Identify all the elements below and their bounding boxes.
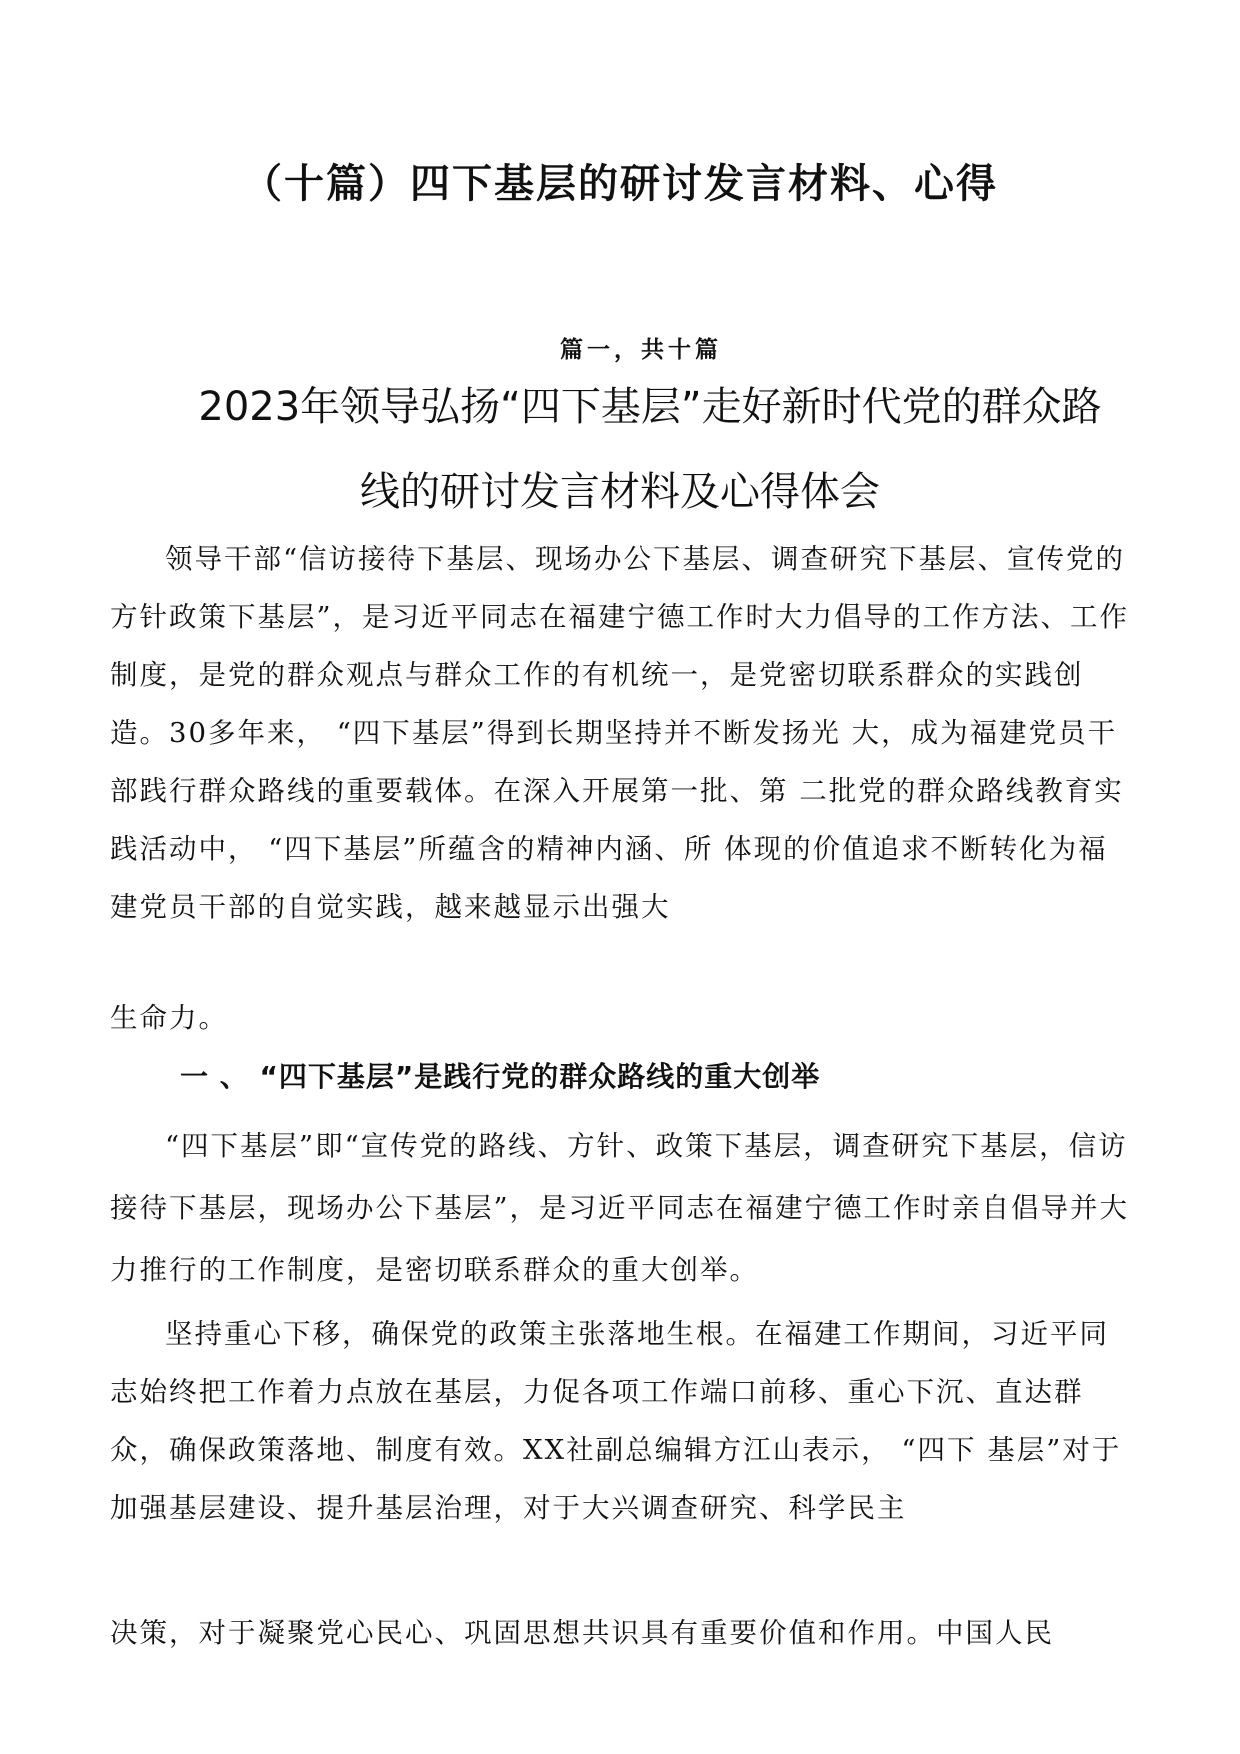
body-paragraph-1: 领导干部“信访接待下基层、现场办公下基层、调查研究下基层、宣传党的方针政策下基层”，是习近平同志在福建宁德工作时大力倡导的工作方法、工作制度，是党的群众观点与群众工作的有机统一，是党密切联系群众的实践创造。30多年来， “四下基层”得到长期坚持并不断发扬光 大，成为福建党员干部践行群众路线的重要载体。在深入开展第一批、第 二批党的群众路线教育实践活动中， “四下基层”所蕴含的精神内涵、所 体现的价值追求不断转化为福建党员干部的自觉实践，越来越显示出强大 [110,543,1130,923]
body-paragraph-3: “四下基层”即“宣传党的路线、方针、政策下基层，调查研究下基层，信访接待下基层，现场办公下基层”，是习近平同志在福建宁德工作时亲自倡导并大力推行的工作制度，是密切联系群众的重大创举。 [110,1130,1130,1286]
document-title: （十篇）四下基层的研讨发言材料、心得 [242,161,998,207]
body-paragraph-2: 生命力。 [110,1002,228,1034]
article-heading-line-2: 线的研讨发言材料及心得体会 [360,469,880,515]
body-paragraph-5: 决策，对于凝聚党心民心、巩固思想共识具有重要价值和作用。中国人民 [110,1617,1054,1649]
section-heading-1: 一 、 “四下基层”是践行党的群众路线的重大创举 [180,1060,821,1093]
document-subtitle: 篇一，共十篇 [560,336,722,363]
body-paragraph-4: 坚持重心下移，确保党的政策主张落地生根。在福建工作期间，习近平同志始终把工作着力点放在基层，力促各项工作端口前移、重心下沉、直达群众，确保政策落地、制度有效。XX社副总编辑方江山表示， “四下 基层”对于加强基层建设、提升基层治理，对于大兴调查研究、科学民主 [110,1318,1122,1524]
article-heading-line-1: 2023年领导弘扬“四下基层”走好新时代党的群众路 [198,384,1102,430]
